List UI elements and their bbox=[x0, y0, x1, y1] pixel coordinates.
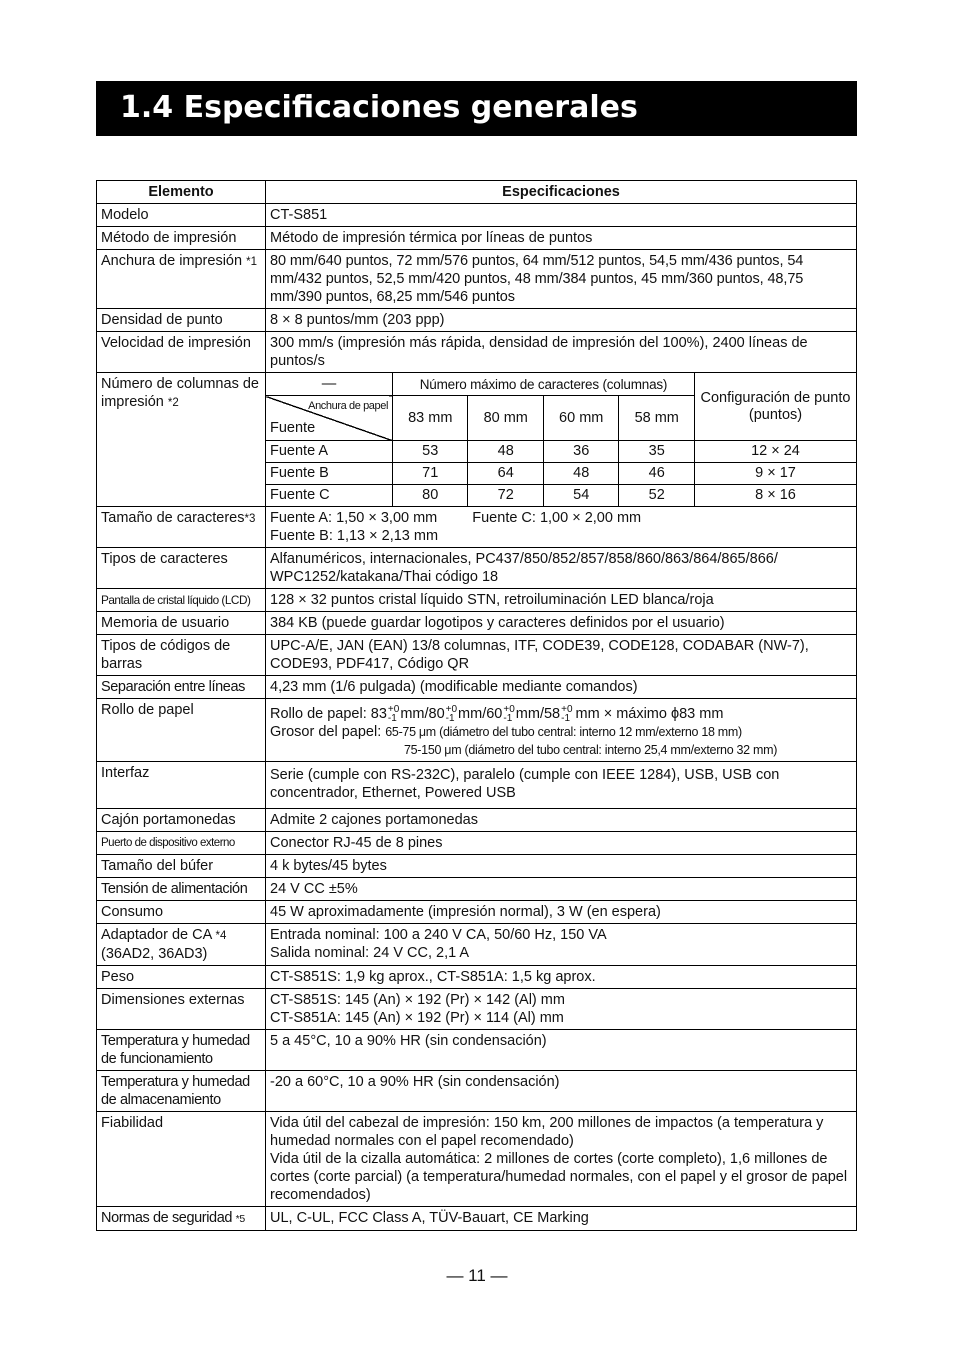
row-label: Interfaz bbox=[97, 762, 266, 809]
tol-plus: +0 bbox=[445, 704, 458, 716]
dot-config-header: Configuración de punto (puntos) bbox=[695, 373, 857, 441]
value-line bbox=[270, 509, 852, 527]
footnote-ref: *5 bbox=[235, 1213, 245, 1226]
row-label: Velocidad de impresión bbox=[97, 332, 266, 373]
tolerance bbox=[446, 705, 457, 723]
font-cols: 48 bbox=[468, 441, 543, 463]
row-value bbox=[266, 507, 857, 548]
table-row bbox=[97, 832, 857, 855]
table-row bbox=[97, 1112, 857, 1207]
font-cols: 53 bbox=[393, 441, 468, 463]
row-label: Temperatura y humedad de almacenamiento bbox=[97, 1071, 266, 1112]
tol-plus: +0 bbox=[387, 704, 400, 716]
row-label bbox=[97, 924, 266, 966]
footnote-ref: *4 bbox=[215, 930, 227, 943]
row-value: 4 k bytes/45 bytes bbox=[266, 855, 857, 878]
width-header: 83 mm bbox=[393, 396, 468, 441]
max-chars-header: Número máximo de caracteres (columnas) bbox=[393, 373, 695, 396]
row-value: 24 V CC ±5% bbox=[266, 878, 857, 901]
roll-text: mm/60 bbox=[458, 706, 503, 722]
row-label bbox=[97, 507, 266, 548]
tol-minus: -1 bbox=[503, 713, 513, 725]
row-value: Método de impresión térmica por líneas de puntos bbox=[266, 227, 857, 250]
table-row bbox=[97, 762, 857, 809]
tol-plus: +0 bbox=[561, 704, 573, 716]
row-label: Tipos de códigos de barras bbox=[97, 635, 266, 676]
font-a-size: Fuente A: 1,50 × 3,00 mm bbox=[270, 510, 438, 526]
table-row bbox=[97, 332, 857, 373]
paper-thickness-line bbox=[270, 723, 852, 741]
tol-plus: +0 bbox=[503, 704, 515, 716]
header-elemento: Elemento bbox=[97, 181, 266, 204]
value-line: CT-S851A: 145 (An) × 192 (Pr) × 114 (Al) mm bbox=[270, 1010, 564, 1027]
table-header-row bbox=[97, 181, 857, 204]
roll-text: Rollo de papel: 83 bbox=[270, 706, 387, 722]
row-value: 5 a 45°C, 10 a 90% HR (sin condensación) bbox=[266, 1030, 857, 1071]
font-cols: 72 bbox=[468, 485, 543, 507]
tol-minus: -1 bbox=[445, 713, 455, 725]
table-row bbox=[97, 227, 857, 250]
row-value: 300 mm/s (impresión más rápida, densidad de impresión del 100%), 2400 líneas de puntos/s bbox=[266, 332, 857, 373]
font-cols: 35 bbox=[619, 441, 695, 463]
table-row bbox=[97, 809, 857, 832]
font-cols: 36 bbox=[543, 441, 618, 463]
table-row bbox=[97, 635, 857, 676]
row-label bbox=[97, 373, 266, 507]
font-cols: 46 bbox=[619, 463, 695, 485]
row-value bbox=[266, 699, 857, 762]
row-label: Tipos de caracteres bbox=[97, 548, 266, 589]
thickness-1: 65-75 μm (diámetro del tubo central: interno 12 mm/externo 18 mm) bbox=[385, 725, 742, 740]
value-line: Entrada nominal: 100 a 240 V CA, 50/60 Hz, 150 VA bbox=[270, 927, 607, 944]
row-value bbox=[266, 989, 857, 1030]
row-label: Tensión de alimentación bbox=[97, 878, 266, 901]
roll-text: mm/58 bbox=[515, 706, 561, 722]
font-name: Fuente A bbox=[266, 441, 393, 463]
columns-subtable-cell bbox=[266, 373, 857, 507]
label-text: Tamaño de caracteres bbox=[101, 510, 245, 526]
section-title: 1.4 Especificaciones generales bbox=[120, 90, 638, 125]
row-value bbox=[266, 1112, 857, 1207]
font-cols: 71 bbox=[393, 463, 468, 485]
table-row bbox=[97, 204, 857, 227]
table-row bbox=[97, 1207, 857, 1231]
row-value: 128 × 32 puntos cristal líquido STN, retroiluminación LED blanca/roja bbox=[266, 589, 857, 612]
table-row bbox=[97, 966, 857, 989]
label-line bbox=[101, 926, 261, 945]
value-line: Vida útil del cabezal de impresión: 150 km, 200 millones de impactos (a temperatura y humedad normales con el papel recomendado) bbox=[270, 1115, 824, 1150]
table-row bbox=[97, 507, 857, 548]
font-cols: 64 bbox=[468, 463, 543, 485]
subtable-header-row bbox=[266, 373, 856, 396]
row-label bbox=[97, 1207, 266, 1231]
row-value: -20 a 60°C, 10 a 90% HR (sin condensación) bbox=[266, 1071, 857, 1112]
row-label: Consumo bbox=[97, 901, 266, 924]
row-label: Modelo bbox=[97, 204, 266, 227]
row-label: Rollo de papel bbox=[97, 699, 266, 762]
table-row bbox=[97, 855, 857, 878]
font-cols: 54 bbox=[543, 485, 618, 507]
columns-subtable bbox=[266, 373, 856, 506]
font-cols: 80 bbox=[393, 485, 468, 507]
row-label: Separación entre líneas bbox=[97, 676, 266, 699]
row-value bbox=[266, 924, 857, 966]
tol-minus: -1 bbox=[561, 713, 571, 725]
font-config: 8 × 16 bbox=[695, 485, 857, 507]
row-value: CT-S851S: 1,9 kg aprox., CT-S851A: 1,5 kg aprox. bbox=[266, 966, 857, 989]
label-text: Anchura de impresión bbox=[101, 253, 243, 269]
font-row bbox=[266, 463, 856, 485]
table-row bbox=[97, 699, 857, 762]
row-label: Densidad de punto bbox=[97, 309, 266, 332]
font-cols: 48 bbox=[543, 463, 618, 485]
row-label: Memoria de usuario bbox=[97, 612, 266, 635]
tolerance bbox=[503, 705, 514, 723]
roll-text: mm × máximo ϕ83 mm bbox=[575, 706, 724, 722]
font-b-size: Fuente B: 1,13 × 2,13 mm bbox=[270, 528, 439, 544]
diag-font-label: Fuente bbox=[270, 420, 316, 436]
row-label: Puerto de dispositivo externo bbox=[97, 832, 266, 855]
table-row bbox=[97, 309, 857, 332]
label-models: (36AD2, 36AD3) bbox=[101, 946, 208, 963]
table-row bbox=[97, 373, 857, 507]
font-config: 12 × 24 bbox=[695, 441, 857, 463]
width-header: 58 mm bbox=[619, 396, 695, 441]
row-value: 8 × 8 puntos/mm (203 ppp) bbox=[266, 309, 857, 332]
row-label: Método de impresión bbox=[97, 227, 266, 250]
value-line: Vida útil de la cizalla automática: 2 millones de cortes (corte completo), 1,6 millones de cortes (corte parcial) (a temperatura/humedad normales, con el papel y el grosor de papel recomendados) bbox=[270, 1151, 848, 1204]
row-label: Peso bbox=[97, 966, 266, 989]
thickness-2: 75-150 μm (diámetro del tubo central: interno 25,4 mm/externo 32 mm) bbox=[404, 743, 778, 758]
row-label: Fiabilidad bbox=[97, 1112, 266, 1207]
row-label: Tamaño del búfer bbox=[97, 855, 266, 878]
table-row bbox=[97, 1071, 857, 1112]
label-text: Normas de seguridad bbox=[101, 1210, 233, 1227]
table-row bbox=[97, 548, 857, 589]
specifications-table bbox=[96, 180, 857, 1231]
row-value: 80 mm/640 puntos, 72 mm/576 puntos, 64 mm/512 puntos, 54,5 mm/436 puntos, 54 mm/432 puntos, 52,5 mm/420 puntos, 48 mm/384 puntos, 45 mm/360 puntos, 48,75 mm/390 puntos, 68,25 mm/546 puntos bbox=[266, 250, 857, 309]
roll-text: mm/80 bbox=[400, 706, 445, 722]
row-value: UL, C-UL, FCC Class A, TÜV-Bauart, CE Marking bbox=[266, 1207, 857, 1231]
diag-paper-width-label: Anchura de papel bbox=[308, 400, 388, 412]
row-value: Conector RJ-45 de 8 pines bbox=[266, 832, 857, 855]
paper-thickness-line bbox=[270, 741, 852, 759]
table-row bbox=[97, 878, 857, 901]
row-label bbox=[97, 250, 266, 309]
row-value: UPC-A/E, JAN (EAN) 13/8 columnas, ITF, CODE39, CODE128, CODABAR (NW-7), CODE93, PDF417, Código QR bbox=[266, 635, 857, 676]
row-label: Temperatura y humedad de funcionamiento bbox=[97, 1030, 266, 1071]
table-row bbox=[97, 612, 857, 635]
table-row bbox=[97, 924, 857, 966]
row-label: Cajón portamonedas bbox=[97, 809, 266, 832]
row-value: Admite 2 cajones portamonedas bbox=[266, 809, 857, 832]
font-cols: 52 bbox=[619, 485, 695, 507]
table-row bbox=[97, 901, 857, 924]
row-value: CT-S851 bbox=[266, 204, 857, 227]
thickness-label: Grosor del papel: bbox=[270, 724, 386, 741]
row-label: Pantalla de cristal líquido (LCD) bbox=[97, 589, 266, 612]
font-row bbox=[266, 485, 856, 507]
tolerance bbox=[561, 705, 572, 723]
width-header: 60 mm bbox=[543, 396, 618, 441]
table-row bbox=[97, 589, 857, 612]
table-row bbox=[97, 676, 857, 699]
width-header: 80 mm bbox=[468, 396, 543, 441]
page-number: — 11 — bbox=[446, 1266, 508, 1285]
row-label: Dimensiones externas bbox=[97, 989, 266, 1030]
table-row bbox=[97, 250, 857, 309]
label-text: Número de columnas de impresión bbox=[101, 376, 259, 410]
font-name: Fuente B bbox=[266, 463, 393, 485]
paper-roll-line bbox=[270, 705, 852, 723]
table-row bbox=[97, 1030, 857, 1071]
row-value: 45 W aproximadamente (impresión normal), 3 W (en espera) bbox=[266, 901, 857, 924]
tol-minus: -1 bbox=[387, 713, 397, 725]
table-row bbox=[97, 989, 857, 1030]
label-text: Adaptador de CA bbox=[101, 927, 212, 944]
value-line: CT-S851S: 145 (An) × 192 (Pr) × 142 (Al) mm bbox=[270, 992, 565, 1009]
diagonal-header-cell bbox=[266, 396, 393, 441]
section-title-bar bbox=[96, 81, 857, 136]
dash-cell: — bbox=[266, 373, 393, 396]
row-value: Alfanuméricos, internacionales, PC437/850/852/857/858/860/863/864/865/866/ WPC1252/katakana/Thai código 18 bbox=[266, 548, 857, 589]
row-value: 384 KB (puede guardar logotipos y caracteres definidos por el usuario) bbox=[266, 612, 857, 635]
font-config: 9 × 17 bbox=[695, 463, 857, 485]
font-row bbox=[266, 441, 856, 463]
row-value: Serie (cumple con RS-232C), paralelo (cumple con IEEE 1284), USB, USB con concentrador, Ethernet, Powered USB bbox=[266, 762, 857, 809]
font-name: Fuente C bbox=[266, 485, 393, 507]
row-value: 4,23 mm (1/6 pulgada) (modificable mediante comandos) bbox=[266, 676, 857, 699]
tolerance bbox=[388, 705, 399, 723]
footnote-ref: *3 bbox=[244, 513, 256, 525]
footnote-ref: *2 bbox=[167, 397, 179, 409]
footnote-ref: *1 bbox=[246, 256, 257, 268]
header-especificaciones: Especificaciones bbox=[266, 181, 857, 204]
font-c-size: Fuente C: 1,00 × 2,00 mm bbox=[472, 510, 642, 526]
value-line: Salida nominal: 24 V CC, 2,1 A bbox=[270, 945, 470, 962]
